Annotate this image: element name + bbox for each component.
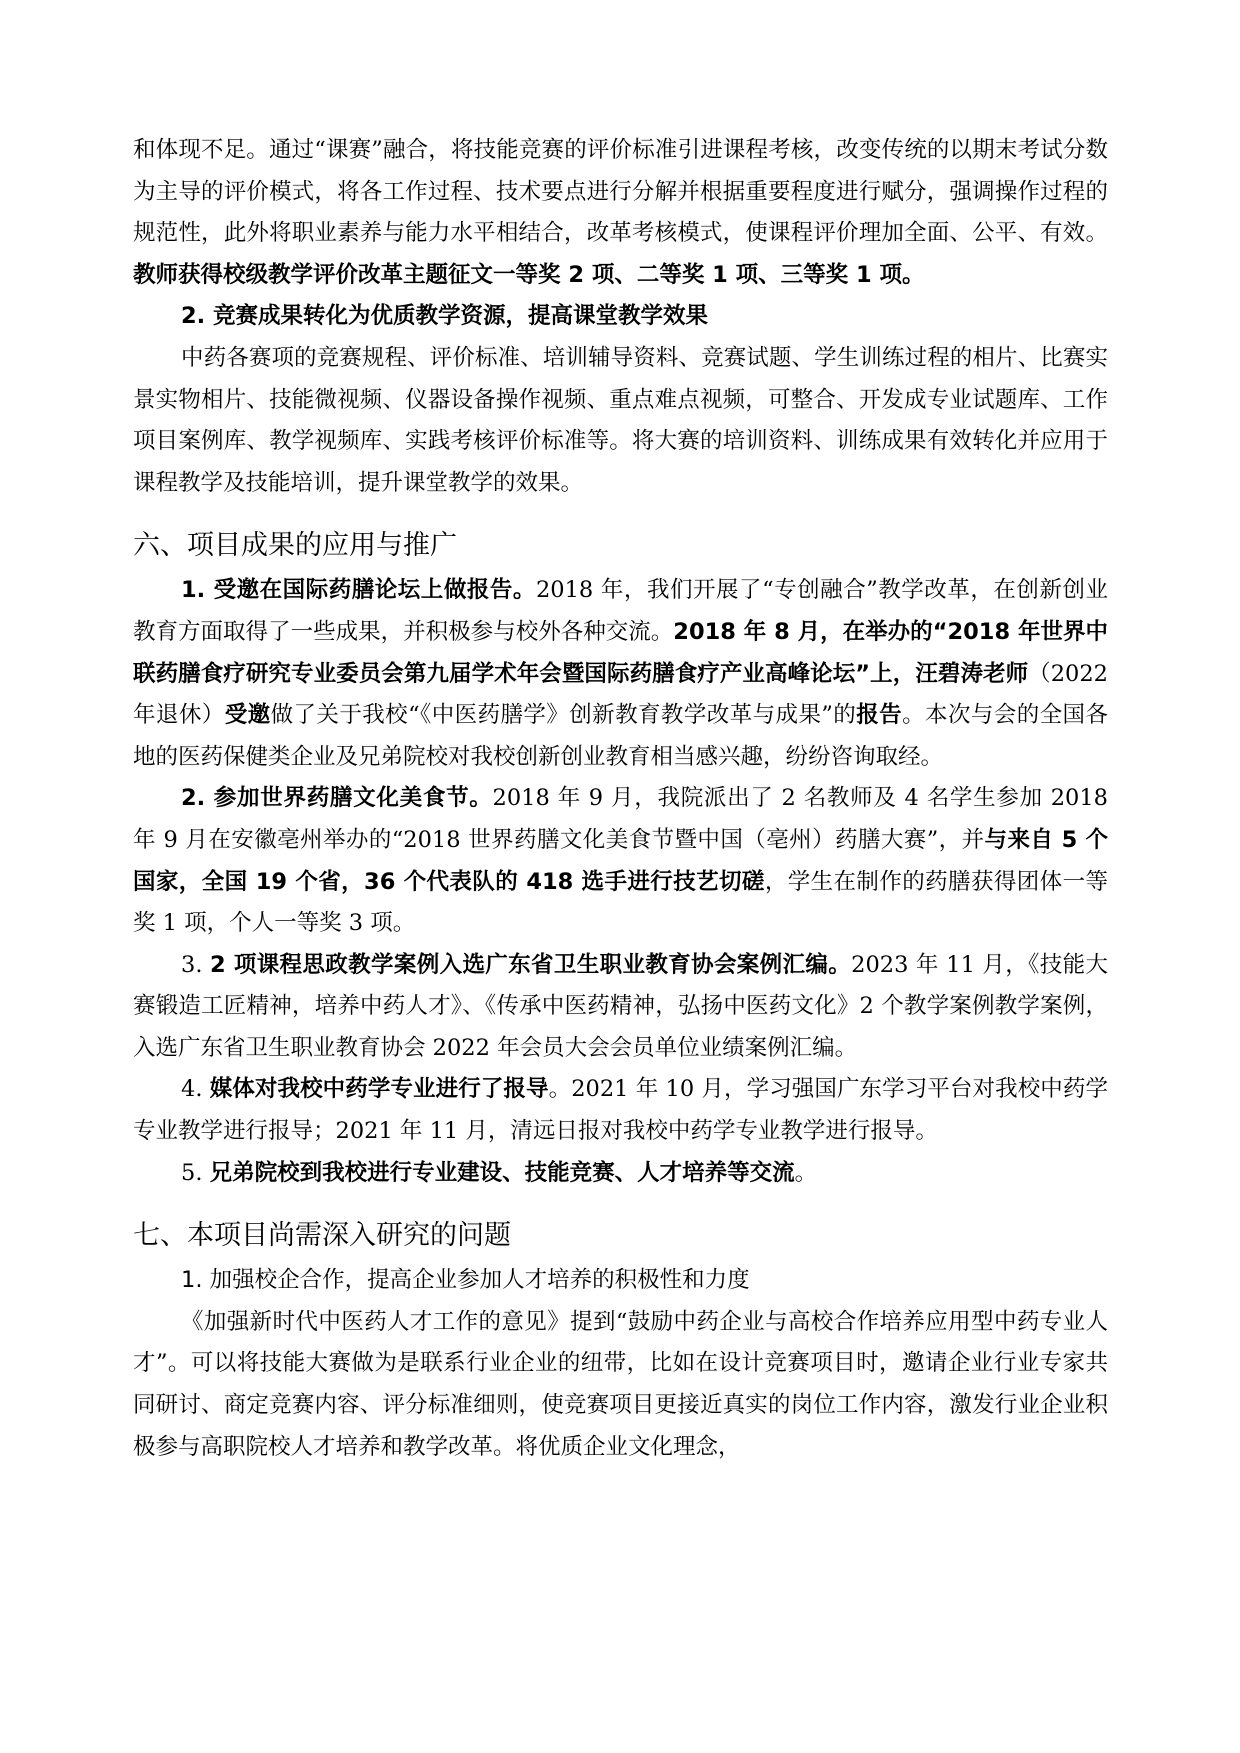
document-body [133, 130, 1108, 1468]
paragraph-school-enterprise: 《加强新时代中医药人才工作的意见》提到“鼓励中药企业与高校合作培养应用型中药专业人才”。可以将技能大赛做为是联系行业企业的纽带，比如在设计竞赛项目时，邀请企业行业专家共同研讨、商定竞赛内容、评分标准细则，使竞赛项目更接近真实的岗位工作内容，激发行业企业积极参与高职院校人才培养和教学改革。将优质企业文化理念， [133, 1308, 1108, 1460]
item-case-collection: 3. 2 项课程思政教学案例入选广东省卫生职业教育协会案例汇编。2023 年 11 月，《技能大赛锻造工匠精神，培养中药人才》、《传承中医药精神，弘扬中医药文化》2 个教学案例教学案例，入选广东省卫生职业教育协会 2022 年会员大会会员单位业绩案例汇编。 [133, 951, 1108, 1061]
section-heading-6: 六、项目成果的应用与推广 [133, 530, 457, 562]
subheading-competition-results: 2. 竞赛成果转化为优质教学资源，提高课堂教学效果 [181, 303, 709, 330]
paragraph-evaluation-reform: 和体现不足。通过“课赛”融合，将技能竞赛的评价标准引进课程考核，改变传统的以期末考试分数为主导的评价模式，将各工作过程、技术要点进行分解并根据重要程度进行赋分，强调操作过程的规范性，此外将职业素养与能力水平相结合，改革考核模式，使课程评价理加全面、公平、有效。教师获得校级教学评价改革主题征文一等奖 2 项、二等奖 1 项、三等奖 1 项。 [133, 137, 1108, 288]
item-food-festival: 2. 参加世界药膳文化美食节。2018 年 9 月，我院派出了 2 名教师及 4 名学生参加 2018 年 9 月在安徽亳州举办的“2018 世界药膳文化美食节暨中国（亳州）药膳大赛”，并与来自 5 个国家，全国 19 个省，36 个代表队的 418 选手进行技艺切磋，学生在制作的药膳获得团体一等奖 1 项，个人一等奖 3 项。 [133, 785, 1108, 937]
subheading-school-enterprise: 1. 加强校企合作，提高企业参加人才培养的积极性和力度 [181, 1267, 750, 1294]
item-school-exchange: 5. 兄弟院校到我校进行专业建设、技能竞赛、人才培养等交流。 [181, 1159, 818, 1186]
section-heading-7: 七、本项目尚需深入研究的问题 [133, 1220, 511, 1252]
item-media-report: 4. 媒体对我校中药学专业进行了报导。2021 年 10 月，学习强国广东学习平台对我校中药学专业教学进行报导；2021 年 11 月，清远日报对我校中药学专业教学进行报导。 [133, 1076, 1108, 1145]
item-forum-report: 1. 受邀在国际药膳论坛上做报告。2018 年，我们开展了“专创融合”教学改革，在创新创业教育方面取得了一些成果，并积极参与校外各种交流。2018 年 8 月，在举办的“2018 年世界中联药膳食疗研究专业委员会第九届学术年会暨国际药膳食疗产业高峰论坛”上，汪碧涛老师（2022 年退休）受邀做了关于我校“《中医药膳学》创新教育教学改革与成果”的报告。本次与会的全国各地的医药保健类企业及兄弟院校对我校创新创业教育相当感兴趣，纷纷咨询取经。 [133, 577, 1108, 770]
paragraph-teaching-resources: 中药各赛项的竞赛规程、评价标准、培训辅导资料、竞赛试题、学生训练过程的相片、比赛实景实物相片、技能微视频、仪器设备操作视频、重点难点视频，可整合、开发成专业试题库、工作项目案例库、教学视频库、实践考核评价标准等。将大赛的培训资料、训练成果有效转化并应用于课程教学及技能培训，提升课堂教学的效果。 [133, 344, 1108, 496]
